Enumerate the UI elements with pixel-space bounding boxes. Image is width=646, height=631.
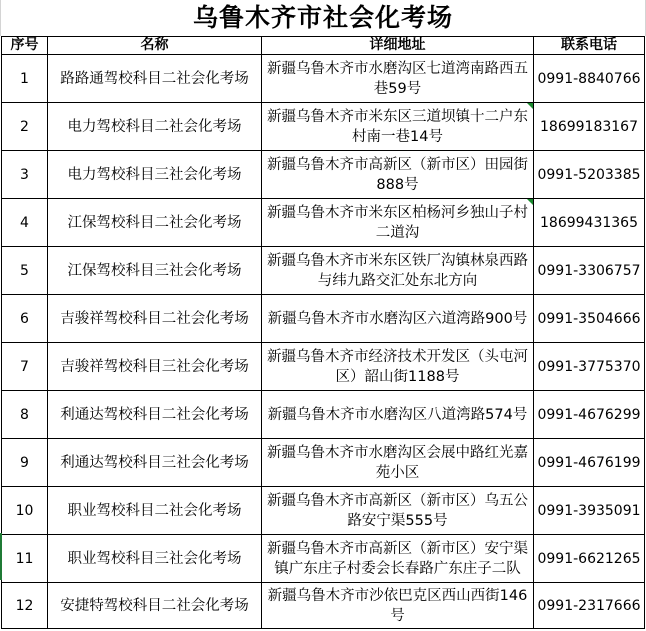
cell-phone[interactable]: 0991-2317666 xyxy=(534,583,645,629)
cell-address[interactable] xyxy=(262,103,534,151)
cell-address-text: 新疆乌鲁木齐市水磨沟区八道湾路574号 xyxy=(267,406,528,423)
header-row xyxy=(2,37,645,55)
cell-phone[interactable]: 0991-3935091 xyxy=(534,487,645,535)
cell-address[interactable] xyxy=(262,439,534,487)
cell-index[interactable]: 3 xyxy=(2,151,48,199)
table-row xyxy=(2,199,645,247)
cell-address-text: 新疆乌鲁木齐市米东区柏杨河乡独山子村二道沟 xyxy=(267,204,528,241)
cell-address-text: 新疆乌鲁木齐市水磨沟区七道湾南路西五巷59号 xyxy=(267,60,528,97)
cell-address[interactable] xyxy=(262,535,534,583)
comment-indicator-icon[interactable] xyxy=(527,199,533,205)
cell-index[interactable]: 10 xyxy=(2,487,48,535)
cell-index[interactable]: 5 xyxy=(2,247,48,295)
table-row xyxy=(2,487,645,535)
cell-name[interactable]: 电力驾校科目二社会化考场 xyxy=(48,103,262,151)
cell-name[interactable]: 吉骏祥驾校科目二社会化考场 xyxy=(48,295,262,343)
cell-phone[interactable]: 0991-4676299 xyxy=(534,391,645,439)
cell-address[interactable] xyxy=(262,151,534,199)
cell-index[interactable]: 9 xyxy=(2,439,48,487)
cell-address[interactable] xyxy=(262,391,534,439)
cell-name[interactable]: 江保驾校科目二社会化考场 xyxy=(48,199,262,247)
cell-index[interactable]: 4 xyxy=(2,199,48,247)
cell-name[interactable]: 职业驾校科目二社会化考场 xyxy=(48,487,262,535)
cell-address-text: 新疆乌鲁木齐市米东区铁厂沟镇林泉西路与纬九路交汇处东北方向 xyxy=(267,252,528,289)
cell-index[interactable]: 6 xyxy=(2,295,48,343)
cell-address-text: 新疆乌鲁木齐市沙依巴克区西山西街146号 xyxy=(267,587,528,624)
cell-phone[interactable]: 0991-3504666 xyxy=(534,295,645,343)
table-row xyxy=(2,151,645,199)
cell-index[interactable]: 1 xyxy=(2,55,48,103)
cell-phone[interactable]: 0991-8840766 xyxy=(534,55,645,103)
cell-index[interactable]: 8 xyxy=(2,391,48,439)
table-row xyxy=(2,391,645,439)
cell-address[interactable] xyxy=(262,583,534,629)
cell-phone[interactable]: 0991-6621265 xyxy=(534,535,645,583)
cell-phone[interactable]: 0991-5203385 xyxy=(534,151,645,199)
cell-name[interactable]: 吉骏祥驾校科目三社会化考场 xyxy=(48,343,262,391)
cell-name[interactable]: 安捷特驾校科目二社会化考场 xyxy=(48,583,262,629)
cell-address-text: 新疆乌鲁木齐市高新区（新市区）田园街888号 xyxy=(267,156,528,193)
cell-name[interactable]: 路路通驾校科目二社会化考场 xyxy=(48,55,262,103)
cell-name[interactable]: 利通达驾校科目二社会化考场 xyxy=(48,391,262,439)
cell-address-text: 新疆乌鲁木齐市米东区三道坝镇十二户东村南一巷14号 xyxy=(267,108,528,145)
cell-phone[interactable]: 0991-3775370 xyxy=(534,343,645,391)
cell-phone[interactable]: 0991-4676199 xyxy=(534,439,645,487)
table-row xyxy=(2,247,645,295)
cell-index[interactable]: 7 xyxy=(2,343,48,391)
cell-phone[interactable]: 18699431365 xyxy=(534,199,645,247)
cell-address[interactable] xyxy=(262,55,534,103)
cell-phone[interactable]: 0991-3306757 xyxy=(534,247,645,295)
cell-index[interactable]: 11 xyxy=(2,535,48,583)
table-row xyxy=(2,103,645,151)
cell-address[interactable] xyxy=(262,295,534,343)
cell-address-text: 新疆乌鲁木齐市水磨沟区六道湾路900号 xyxy=(267,310,528,327)
comment-indicator-icon[interactable] xyxy=(527,103,533,109)
cell-name[interactable]: 职业驾校科目三社会化考场 xyxy=(48,535,262,583)
cell-index[interactable]: 12 xyxy=(2,583,48,629)
table-row xyxy=(2,583,645,629)
cell-address[interactable] xyxy=(262,199,534,247)
header-phone[interactable]: 联系电话 xyxy=(534,37,645,55)
exam-site-table xyxy=(1,36,645,629)
cell-address-text: 新疆乌鲁木齐市水磨沟区会展中路红光嘉苑小区 xyxy=(267,444,528,481)
cell-address[interactable] xyxy=(262,343,534,391)
cell-phone[interactable]: 18699183167 xyxy=(534,103,645,151)
cell-name[interactable]: 江保驾校科目三社会化考场 xyxy=(48,247,262,295)
header-index[interactable]: 序号 xyxy=(2,37,48,55)
table-row xyxy=(2,55,645,103)
cell-address[interactable] xyxy=(262,487,534,535)
header-address[interactable]: 详细地址 xyxy=(262,37,534,55)
table-row xyxy=(2,535,645,583)
table-row xyxy=(2,295,645,343)
cell-address-text: 新疆乌鲁木齐市经济技术开发区（头屯河区）韶山街1188号 xyxy=(267,348,528,385)
header-name[interactable]: 名称 xyxy=(48,37,262,55)
table-row xyxy=(2,343,645,391)
table-row xyxy=(2,439,645,487)
row-selection-marker xyxy=(0,533,2,580)
cell-index[interactable]: 2 xyxy=(2,103,48,151)
cell-address-text: 新疆乌鲁木齐市高新区（新市区）安宁渠镇广东庄子村委会长春路广东庄子二队 xyxy=(267,540,528,577)
sheet-title: 乌鲁木齐市社会化考场 xyxy=(0,0,646,36)
cell-address[interactable] xyxy=(262,247,534,295)
cell-address-text: 新疆乌鲁木齐市高新区（新市区）乌五公路安宁渠555号 xyxy=(267,492,528,529)
cell-name[interactable]: 电力驾校科目三社会化考场 xyxy=(48,151,262,199)
cell-name[interactable]: 利通达驾校科目三社会化考场 xyxy=(48,439,262,487)
